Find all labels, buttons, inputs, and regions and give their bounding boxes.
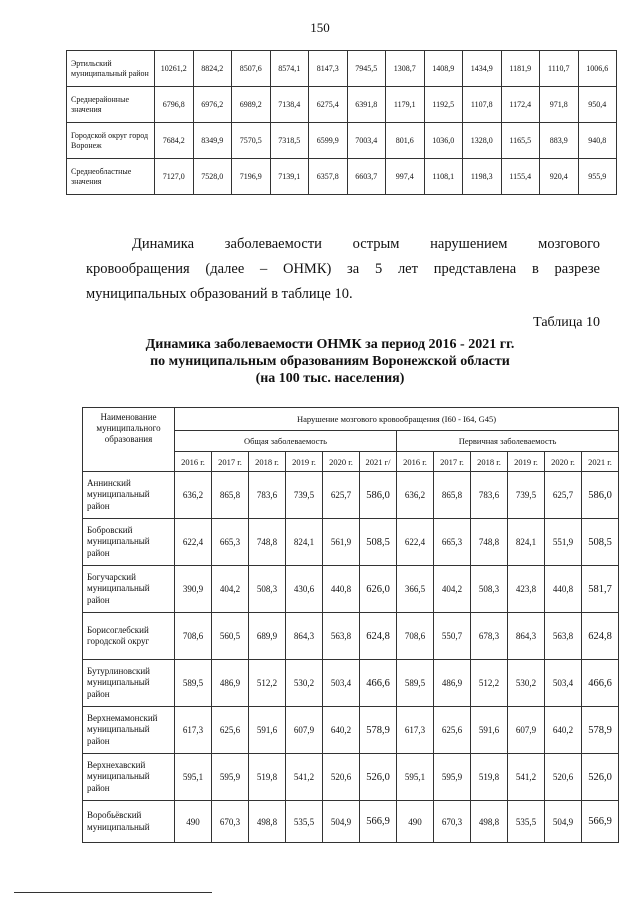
table-cell: 566,9 [360,801,397,843]
table-cell: 708,6 [175,613,212,660]
table-cell: 7684,2 [155,123,194,159]
table-cell: 563,8 [323,613,360,660]
table-cell: 689,9 [249,613,286,660]
table-cell: 6603,7 [347,159,386,195]
table-cell: 801,6 [386,123,425,159]
table-cell: 508,3 [471,566,508,613]
table-cell: 578,9 [360,707,397,754]
table-cell: 865,8 [434,472,471,519]
table-cell: 560,5 [212,613,249,660]
table-cell: 739,5 [286,472,323,519]
table-cell: 1036,0 [424,123,463,159]
table-cell: 586,0 [360,472,397,519]
table-cell: 6391,8 [347,87,386,123]
municipality-name: Аннинский муниципальный район [83,472,175,519]
table-cell: 1155,4 [501,159,540,195]
table-cell: 6976,2 [193,87,232,123]
year-header-general: 2016 г. [175,452,212,472]
table-cell: 617,3 [175,707,212,754]
table-cell: 670,3 [212,801,249,843]
table-cell: 783,6 [249,472,286,519]
row-name: Среднеобластные значения [67,159,155,195]
title-line-1: Динамика заболеваемости ОНМК за период 2016 - 2021 гг. [145,337,515,352]
top-table-body [67,51,617,195]
table-cell: 865,8 [212,472,249,519]
table-cell: 7318,5 [270,123,309,159]
table-cell: 8349,9 [193,123,232,159]
table-cell: 665,3 [212,519,249,566]
group-header: Нарушение мозгового кровообращения (I60 - I64, G45) [175,408,619,431]
year-header-general: 2021 г/ [360,452,397,472]
table-cell: 526,0 [582,754,619,801]
table-cell: 551,9 [545,519,582,566]
table-cell: 1172,4 [501,87,540,123]
top-table [66,50,617,195]
table-cell: 404,2 [212,566,249,613]
table-row [83,519,619,566]
table-row [83,472,619,519]
table-cell: 7139,1 [270,159,309,195]
table-cell: 404,2 [434,566,471,613]
table-cell: 589,5 [397,660,434,707]
table-cell: 1165,5 [501,123,540,159]
title-line-2: по муниципальным образованиям Воронежской области [150,354,510,369]
table-cell: 508,3 [249,566,286,613]
table-cell: 8507,6 [232,51,271,87]
table-cell: 7138,4 [270,87,309,123]
primary-incidence-header: Первичная заболеваемость [397,431,619,452]
table-cell: 504,9 [323,801,360,843]
year-header-primary: 2021 г. [582,452,619,472]
table-cell: 7570,5 [232,123,271,159]
table-caption: Таблица 10 [533,315,600,330]
year-header-general: 2018 г. [249,452,286,472]
table-cell: 595,1 [397,754,434,801]
table-cell: 486,9 [434,660,471,707]
table-row [83,801,619,843]
table-cell: 535,5 [286,801,323,843]
table-cell: 607,9 [286,707,323,754]
paragraph-line-3: муниципальных образований в таблице 10. [86,286,353,302]
table-cell: 563,8 [545,613,582,660]
table-cell: 883,9 [540,123,579,159]
main-table-header [83,408,619,472]
table-cell: 1198,3 [463,159,502,195]
table-cell: 541,2 [286,754,323,801]
table-cell: 625,7 [323,472,360,519]
table-cell: 519,8 [471,754,508,801]
table-cell: 550,7 [434,613,471,660]
table-cell: 7003,4 [347,123,386,159]
row-name: Среднерайонные значения [67,87,155,123]
table-cell: 512,2 [249,660,286,707]
table-cell: 1308,7 [386,51,425,87]
table-cell: 581,7 [582,566,619,613]
table-cell: 490 [175,801,212,843]
table-cell: 6275,4 [309,87,348,123]
table-cell: 678,3 [471,613,508,660]
table-cell: 6357,8 [309,159,348,195]
table-cell: 625,6 [212,707,249,754]
table-cell: 8574,1 [270,51,309,87]
table-cell: 1110,7 [540,51,579,87]
general-incidence-header: Общая заболеваемость [175,431,397,452]
table-cell: 503,4 [323,660,360,707]
year-header-primary: 2019 г. [508,452,545,472]
table-cell: 566,9 [582,801,619,843]
table-cell: 589,5 [175,660,212,707]
table-cell: 508,5 [582,519,619,566]
table-cell: 665,3 [434,519,471,566]
table-cell: 748,8 [249,519,286,566]
table-cell: 739,5 [508,472,545,519]
table-cell: 586,0 [582,472,619,519]
main-table-body [83,472,619,843]
paragraph-line-2: кровообращения (далее – ОНМК) за 5 лет представлена в разрезе [86,261,600,277]
table-row [83,613,619,660]
municipality-name: Воробьёвский муниципальный [83,801,175,843]
table-cell: 595,9 [434,754,471,801]
table-cell: 561,9 [323,519,360,566]
footnote-rule [14,892,212,893]
table-cell: 6796,8 [155,87,194,123]
table-cell: 519,8 [249,754,286,801]
year-header-general: 2020 г. [323,452,360,472]
municipality-name: Верхнемамонский муниципальный район [83,707,175,754]
table-cell: 440,8 [545,566,582,613]
table-cell: 783,6 [471,472,508,519]
table-row [83,660,619,707]
table-cell: 1328,0 [463,123,502,159]
table-title [110,336,550,387]
main-table [82,407,619,843]
table-cell: 950,4 [578,87,617,123]
table-cell: 625,6 [434,707,471,754]
table-cell: 640,2 [323,707,360,754]
table-cell: 626,0 [360,566,397,613]
table-cell: 390,9 [175,566,212,613]
top-table-row [67,159,617,195]
table-cell: 1192,5 [424,87,463,123]
table-cell: 624,8 [582,613,619,660]
table-cell: 7528,0 [193,159,232,195]
table-cell: 6989,2 [232,87,271,123]
table-cell: 708,6 [397,613,434,660]
paragraph-line-1: Динамика заболеваемости острым нарушением мозгового [132,236,600,252]
table-cell: 636,2 [397,472,434,519]
table-cell: 530,2 [508,660,545,707]
table-cell: 971,8 [540,87,579,123]
table-cell: 7945,5 [347,51,386,87]
year-header-primary: 2020 г. [545,452,582,472]
table-cell: 1181,9 [501,51,540,87]
table-cell: 640,2 [545,707,582,754]
table-cell: 748,8 [471,519,508,566]
table-cell: 530,2 [286,660,323,707]
title-line-3: (на 100 тыс. населения) [255,371,405,386]
table-cell: 490 [397,801,434,843]
table-cell: 508,5 [360,519,397,566]
table-cell: 1107,8 [463,87,502,123]
table-cell: 430,6 [286,566,323,613]
table-cell: 591,6 [249,707,286,754]
table-cell: 622,4 [175,519,212,566]
table-row [83,754,619,801]
municipality-name: Бутурлиновский муниципальный район [83,660,175,707]
name-column-header: Наименование муниципального образования [83,408,175,472]
municipality-name: Бобровский муниципальный район [83,519,175,566]
table-cell: 824,1 [286,519,323,566]
top-table-row [67,51,617,87]
municipality-name: Богучарский муниципальный район [83,566,175,613]
table-cell: 498,8 [249,801,286,843]
table-cell: 526,0 [360,754,397,801]
table-cell: 625,7 [545,472,582,519]
table-cell: 503,4 [545,660,582,707]
table-cell: 486,9 [212,660,249,707]
municipality-name: Верхнехавский муниципальный район [83,754,175,801]
table-cell: 520,6 [545,754,582,801]
table-cell: 607,9 [508,707,545,754]
table-cell: 7196,9 [232,159,271,195]
table-cell: 535,5 [508,801,545,843]
table-cell: 636,2 [175,472,212,519]
table-cell: 940,8 [578,123,617,159]
year-header-general: 2019 г. [286,452,323,472]
table-row [83,707,619,754]
year-header-primary: 2017 г. [434,452,471,472]
table-cell: 622,4 [397,519,434,566]
table-cell: 423,8 [508,566,545,613]
table-cell: 997,4 [386,159,425,195]
year-header-primary: 2016 г. [397,452,434,472]
page-number: 150 [310,20,330,35]
table-cell: 920,4 [540,159,579,195]
row-name: Эртильский муниципальный район [67,51,155,87]
table-cell: 541,2 [508,754,545,801]
table-cell: 440,8 [323,566,360,613]
table-cell: 366,5 [397,566,434,613]
table-cell: 595,9 [212,754,249,801]
table-cell: 1006,6 [578,51,617,87]
year-header-primary: 2018 г. [471,452,508,472]
table-cell: 1108,1 [424,159,463,195]
row-name: Городской округ город Воронеж [67,123,155,159]
table-row [83,566,619,613]
table-cell: 824,1 [508,519,545,566]
table-cell: 1179,1 [386,87,425,123]
table-cell: 670,3 [434,801,471,843]
table-cell: 8824,2 [193,51,232,87]
table-cell: 1408,9 [424,51,463,87]
table-cell: 10261,2 [155,51,194,87]
table-cell: 591,6 [471,707,508,754]
year-header-general: 2017 г. [212,452,249,472]
table-cell: 512,2 [471,660,508,707]
table-cell: 466,6 [360,660,397,707]
table-cell: 955,9 [578,159,617,195]
table-cell: 504,9 [545,801,582,843]
table-cell: 617,3 [397,707,434,754]
table-cell: 498,8 [471,801,508,843]
table-cell: 578,9 [582,707,619,754]
municipality-name: Борисоглебский городской округ [83,613,175,660]
table-cell: 6599,9 [309,123,348,159]
table-cell: 8147,3 [309,51,348,87]
table-cell: 624,8 [360,613,397,660]
table-cell: 7127,0 [155,159,194,195]
table-cell: 466,6 [582,660,619,707]
table-cell: 595,1 [175,754,212,801]
top-table-row [67,87,617,123]
top-table-row [67,123,617,159]
table-cell: 1434,9 [463,51,502,87]
table-cell: 864,3 [508,613,545,660]
table-cell: 864,3 [286,613,323,660]
table-cell: 520,6 [323,754,360,801]
